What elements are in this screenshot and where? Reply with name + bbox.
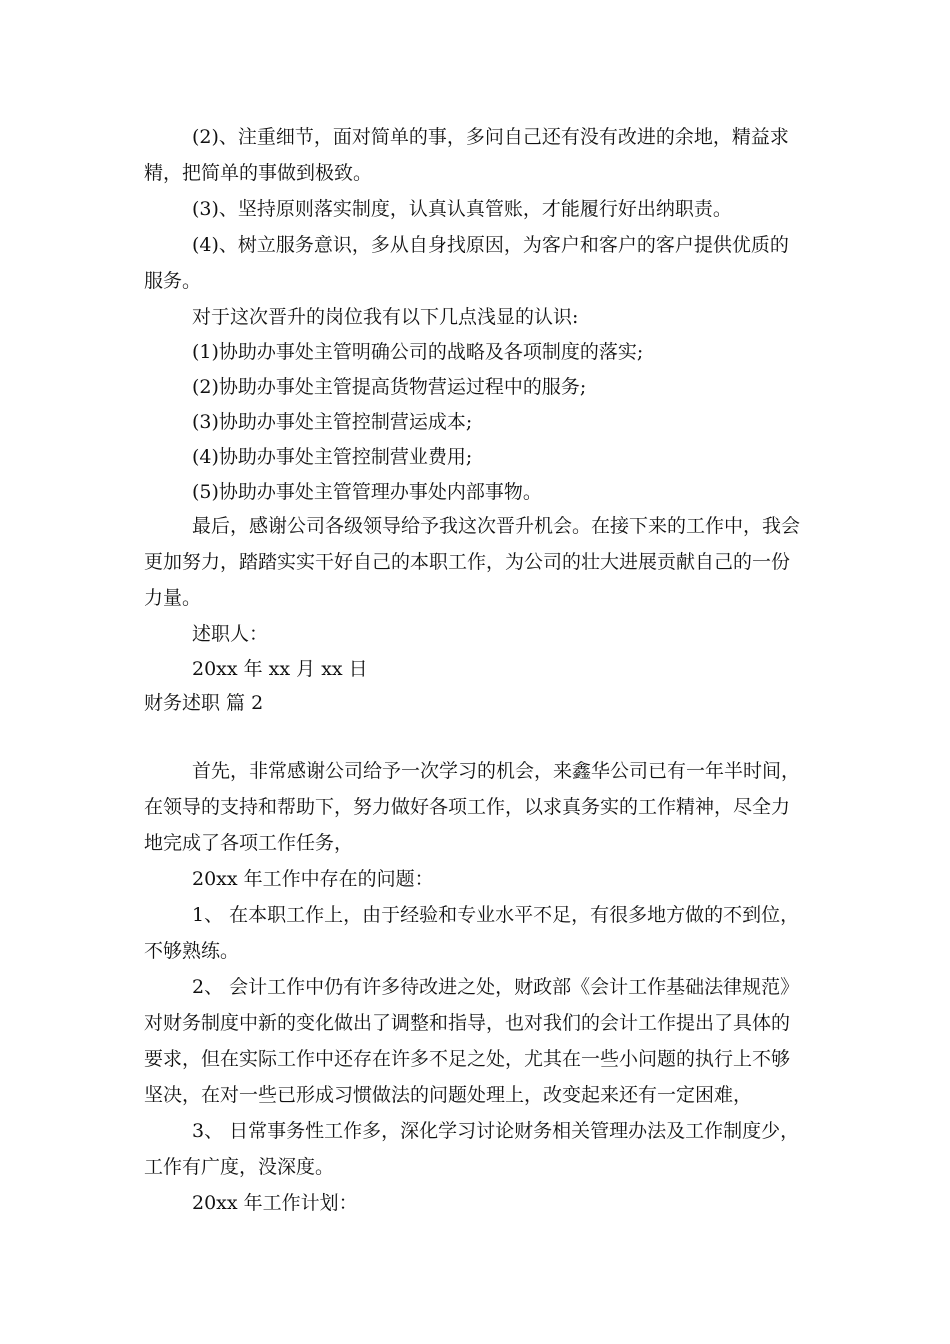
point-2: (2)协助办事处主管提高货物营运过程中的服务; — [192, 376, 587, 398]
problem-3-line-2: 工作有广度，没深度。 — [144, 1156, 335, 1178]
section-title: 财务述职 篇 2 — [144, 692, 264, 714]
item-2-line-2: 精，把简单的事做到极致。 — [144, 162, 373, 184]
problem-3-line-1: 3、 日常事务性工作多，深化学习讨论财务相关管理办法及工作制度少， — [192, 1120, 800, 1142]
point-3: (3)协助办事处主管控制营运成本; — [192, 411, 473, 433]
problem-2-line-3: 要求，但在实际工作中还存在许多不足之处，尤其在一些小问题的执行上不够 — [144, 1048, 791, 1070]
item-4-line-1: (4)、树立服务意识，多从自身找原因，为客户和客户的客户提供优质的 — [192, 234, 789, 256]
problem-2-line-4: 坚决，在对一些已形成习惯做法的问题处理上，改变起来还有一定困难， — [144, 1084, 753, 1106]
closing-line-2: 更加努力，踏踏实实干好自己的本职工作，为公司的壮大进展贡献自己的一份 — [144, 551, 791, 573]
point-1: (1)协助办事处主管明确公司的战略及各项制度的落实; — [192, 341, 644, 363]
closing-line-3: 力量。 — [144, 587, 202, 609]
promotion-intro: 对于这次晋升的岗位我有以下几点浅显的认识: — [192, 306, 579, 328]
point-5: (5)协助办事处主管管理办事处内部事物。 — [192, 481, 542, 503]
problem-1-line-2: 不够熟练。 — [144, 940, 240, 962]
problems-heading: 20xx 年工作中存在的问题： — [192, 868, 434, 890]
item-4-line-2: 服务。 — [144, 270, 202, 292]
closing-line-1: 最后，感谢公司各级领导给予我这次晋升机会。在接下来的工作中，我会 — [192, 515, 801, 537]
problem-2-line-2: 对财务制度中新的变化做出了调整和指导，也对我们的会计工作提出了具体的 — [144, 1012, 791, 1034]
signature-date: 20xx 年 xx 月 xx 日 — [192, 658, 368, 680]
opening-line-3: 地完成了各项工作任务， — [144, 832, 354, 854]
opening-line-2: 在领导的支持和帮助下，努力做好各项工作，以求真务实的工作精神，尽全力 — [144, 796, 791, 818]
point-4: (4)协助办事处主管控制营业费用; — [192, 446, 473, 468]
plan-heading: 20xx 年工作计划： — [192, 1192, 358, 1214]
signer-label: 述职人： — [192, 623, 269, 645]
problem-2-line-1: 2、 会计工作中仍有许多待改进之处，财政部《会计工作基础法律规范》 — [192, 976, 800, 998]
problem-1-line-1: 1、 在本职工作上，由于经验和专业水平不足，有很多地方做的不到位， — [192, 904, 800, 926]
opening-line-1: 首先，非常感谢公司给予一次学习的机会，来鑫华公司已有一年半时间， — [192, 760, 801, 782]
item-2-line-1: (2)、注重细节，面对简单的事，多问自己还有没有改进的余地，精益求 — [192, 126, 789, 148]
item-3: (3)、坚持原则落实制度，认真认真管账，才能履行好出纳职责。 — [192, 198, 732, 220]
